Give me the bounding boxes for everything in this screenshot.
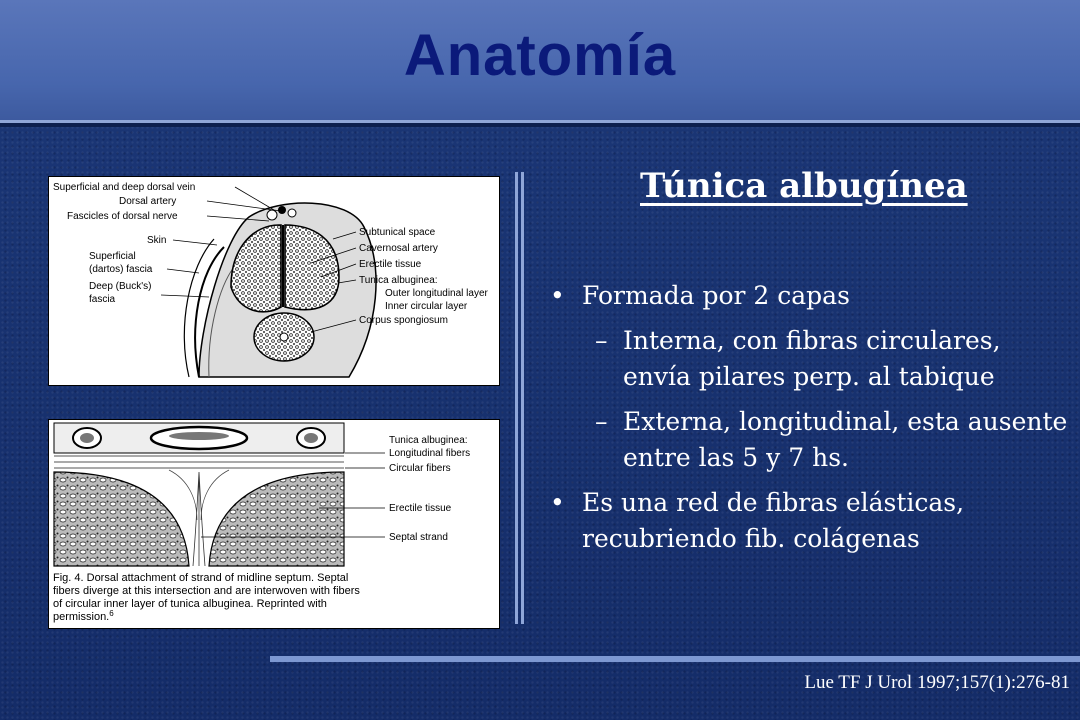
dash-marker: – <box>595 407 608 436</box>
label-septal-strand: Septal strand <box>389 532 448 543</box>
caption-line-1: Fig. 4. Dorsal attachment of strand of midline septum. Septal <box>53 572 349 584</box>
dash-marker: – <box>595 326 608 355</box>
label-superficial-fascia-1: Superficial <box>89 251 136 262</box>
sub-bullet-item <box>550 323 1075 395</box>
footer-rule <box>270 656 1080 662</box>
bullet-marker: • <box>550 488 565 517</box>
cross-section-diagram <box>49 177 499 385</box>
label-deep-fascia-1: Deep (Buck's) <box>89 281 152 292</box>
septum-diagram <box>49 420 499 628</box>
label-inner-circular: Inner circular layer <box>385 301 468 312</box>
sub-bullet-text: Interna, con fibras circulares, envía pilares perp. al tabique <box>623 326 1001 391</box>
label-deep-fascia-2: fascia <box>89 294 116 305</box>
figure-septum-detail <box>48 419 500 629</box>
label-dorsal-nerve: Fascicles of dorsal nerve <box>67 211 178 222</box>
label-circular-fibers: Circular fibers <box>389 463 451 474</box>
bullet-marker: • <box>550 281 565 310</box>
bullet-item <box>550 485 1075 557</box>
label-superficial-fascia-2: (dartos) fascia <box>89 264 153 275</box>
caption-reference: 6 <box>109 609 114 618</box>
divider-line <box>515 172 518 624</box>
section-subtitle: Túnica albugínea <box>640 166 968 206</box>
label-subtunical-space: Subtunical space <box>359 227 436 238</box>
bullet-text: Es una red de fibras elásticas, recubriendo fib. colágenas <box>582 488 965 553</box>
sub-bullet-item <box>550 404 1075 476</box>
label-tunica-albuginea: Tunica albuginea: <box>359 275 438 286</box>
label-tunica-albuginea: Tunica albuginea: <box>389 435 468 446</box>
bullet-item <box>550 278 1075 314</box>
label-cavernosal-artery: Cavernosal artery <box>359 243 438 254</box>
label-corpus-spongiosum: Corpus spongiosum <box>359 315 448 326</box>
label-dorsal-vein: Superficial and deep dorsal vein <box>53 182 196 193</box>
caption-permission: permission. <box>53 611 110 623</box>
citation: Lue TF J Urol 1997;157(1):276-81 <box>804 672 1070 693</box>
caption-line-3: of circular inner layer of tunica albuginea. Reprinted with <box>53 598 327 610</box>
label-skin: Skin <box>147 235 167 246</box>
bullet-text: Formada por 2 capas <box>582 281 850 310</box>
caption-line-2: fibers diverge at this intersection and are interwoven with fibers <box>53 585 360 597</box>
label-erectile-tissue: Erectile tissue <box>359 259 422 270</box>
label-dorsal-artery: Dorsal artery <box>119 196 177 207</box>
label-longitudinal-fibers: Longitudinal fibers <box>389 448 471 459</box>
label-erectile-tissue: Erectile tissue <box>389 503 452 514</box>
label-outer-longitudinal: Outer longitudinal layer <box>385 288 488 299</box>
title-rule-shadow <box>0 123 1080 127</box>
sub-bullet-text: Externa, longitudinal, esta ausente entre las 5 y 7 hs. <box>623 407 1068 472</box>
caption-line-4 <box>53 609 114 623</box>
slide-title: Anatomía <box>403 23 677 88</box>
figure-cross-section <box>48 176 500 386</box>
divider-line <box>521 172 524 624</box>
bullet-list <box>550 278 1075 566</box>
